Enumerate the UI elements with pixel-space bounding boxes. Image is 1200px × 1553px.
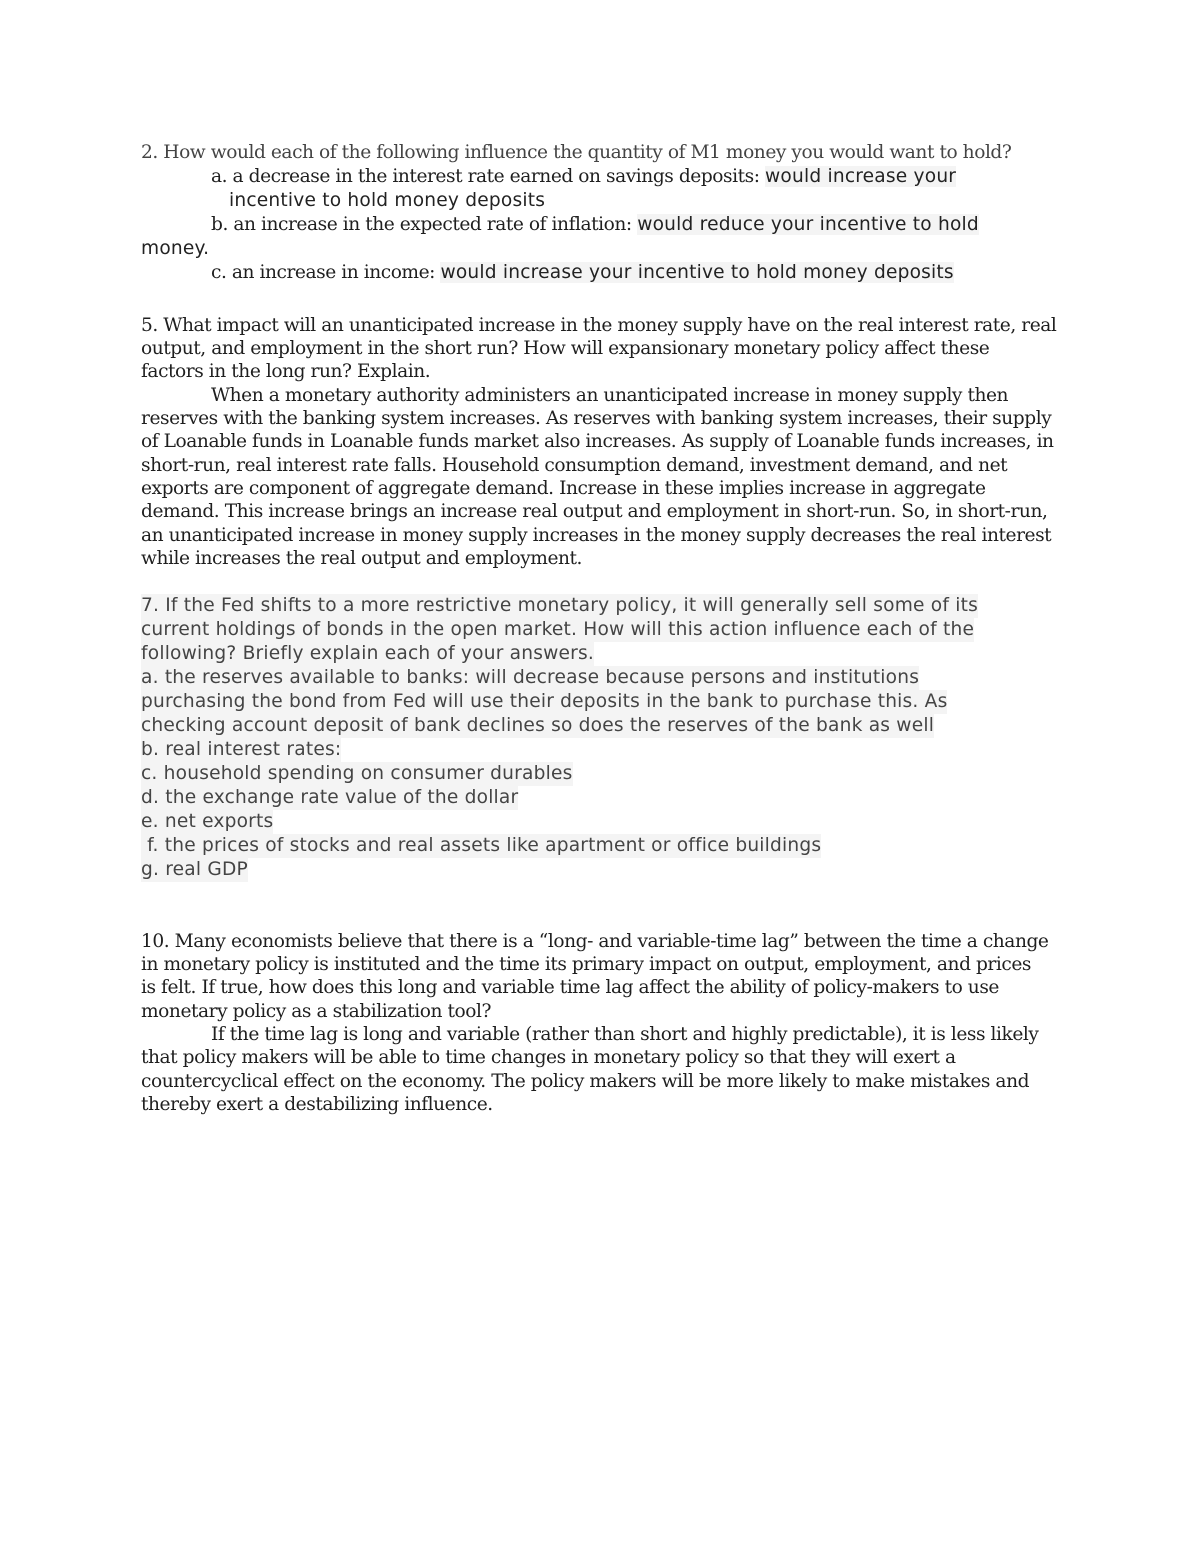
q5-answer-line: of Loanable funds in Loanable funds market also increases. As supply of Loanable funds increases, in xyxy=(141,431,1054,452)
q2-item-a-label: a. a decrease in the interest rate earned on savings deposits: xyxy=(211,166,766,187)
q5-prompt-line: factors in the long run? Explain. xyxy=(141,361,431,382)
q2-item-a-answer-cont: incentive to hold money deposits xyxy=(229,190,546,211)
q2-item-c-label: c. an increase in income: xyxy=(211,262,441,283)
q5-prompt-line: output, and employment in the short run? How will expansionary monetary policy affect these xyxy=(141,338,990,359)
q5-answer-line: short-run, real interest rate falls. Household consumption demand, investment demand, and net xyxy=(141,455,1008,476)
q10-answer-line: If the time lag is long and variable (rather than short and highly predictable), it is less likely xyxy=(211,1024,1039,1045)
q10-answer-line: thereby exert a destabilizing influence. xyxy=(141,1094,493,1115)
q7-item: f. the prices of stocks and real assets like apartment or office buildings xyxy=(141,835,822,856)
q7-item: g. real GDP xyxy=(141,859,248,880)
q5-answer-line: an unanticipated increase in money supply increases in the money supply decreases the real interest xyxy=(141,525,1052,546)
q2-item-a xyxy=(211,165,956,189)
q10-prompt-line: 10. Many economists believe that there is a “long- and variable-time lag” between the time a change xyxy=(141,931,1049,952)
q7-prompt-line: 7. If the Fed shifts to a more restrictive monetary policy, it will generally sell some of its xyxy=(141,595,978,616)
q7-item: purchasing the bond from Fed will use their deposits in the bank to purchase this. As xyxy=(141,691,948,712)
q5-answer-line: while increases the real output and employment. xyxy=(141,548,583,569)
q7-item: e. net exports xyxy=(141,811,274,832)
q2-item-b-label: b. an increase in the expected rate of inflation: xyxy=(211,214,638,235)
q5-answer-line: demand. This increase brings an increase real output and employment in short-run. So, in short-run, xyxy=(141,501,1048,522)
q5-answer-line: reserves with the banking system increases. As reserves with banking system increases, their supply xyxy=(141,408,1052,429)
q10-prompt-line: is felt. If true, how does this long and variable time lag affect the ability of policy-makers to use xyxy=(141,977,999,998)
q7-prompt-line: following? Briefly explain each of your answers. xyxy=(141,643,594,664)
q2-prompt: 2. How would each of the following influence the quantity of M1 money you would want to hold? xyxy=(141,142,1012,163)
q2-item-b-answer-cont: money. xyxy=(141,238,210,259)
q2-item-b-answer: would reduce your incentive to hold xyxy=(637,214,979,235)
q10-answer-line: countercyclical effect on the economy. The policy makers will be more likely to make mistakes and xyxy=(141,1071,1030,1092)
q2-item-c-answer: would increase your incentive to hold money deposits xyxy=(440,262,954,283)
q7-prompt-line: current holdings of bonds in the open market. How will this action influence each of the xyxy=(141,619,975,640)
q7-item: checking account deposit of bank declines so does the reserves of the bank as well xyxy=(141,715,935,736)
q7-item: a. the reserves available to banks: will decrease because persons and institutions xyxy=(141,667,920,688)
q7-item: b. real interest rates: xyxy=(141,739,342,760)
q5-answer-line: exports are component of aggregate demand. Increase in these implies increase in aggregate xyxy=(141,478,986,499)
q7-item: d. the exchange rate value of the dollar xyxy=(141,787,519,808)
q2-item-a-answer: would increase your xyxy=(765,166,957,187)
q2-item-c xyxy=(211,261,954,285)
q10-prompt-line: monetary policy as a stabilization tool? xyxy=(141,1001,492,1022)
q7-item: c. household spending on consumer durables xyxy=(141,763,573,784)
q5-answer-line: When a monetary authority administers an unanticipated increase in money supply then xyxy=(211,385,1009,406)
q5-prompt-line: 5. What impact will an unanticipated increase in the money supply have on the real interest rate, real xyxy=(141,315,1057,336)
q10-prompt-line: in monetary policy is instituted and the time its primary impact on output, employment, and prices xyxy=(141,954,1031,975)
q2-item-b xyxy=(211,213,979,237)
q10-answer-line: that policy makers will be able to time changes in monetary policy so that they will exert a xyxy=(141,1047,956,1068)
